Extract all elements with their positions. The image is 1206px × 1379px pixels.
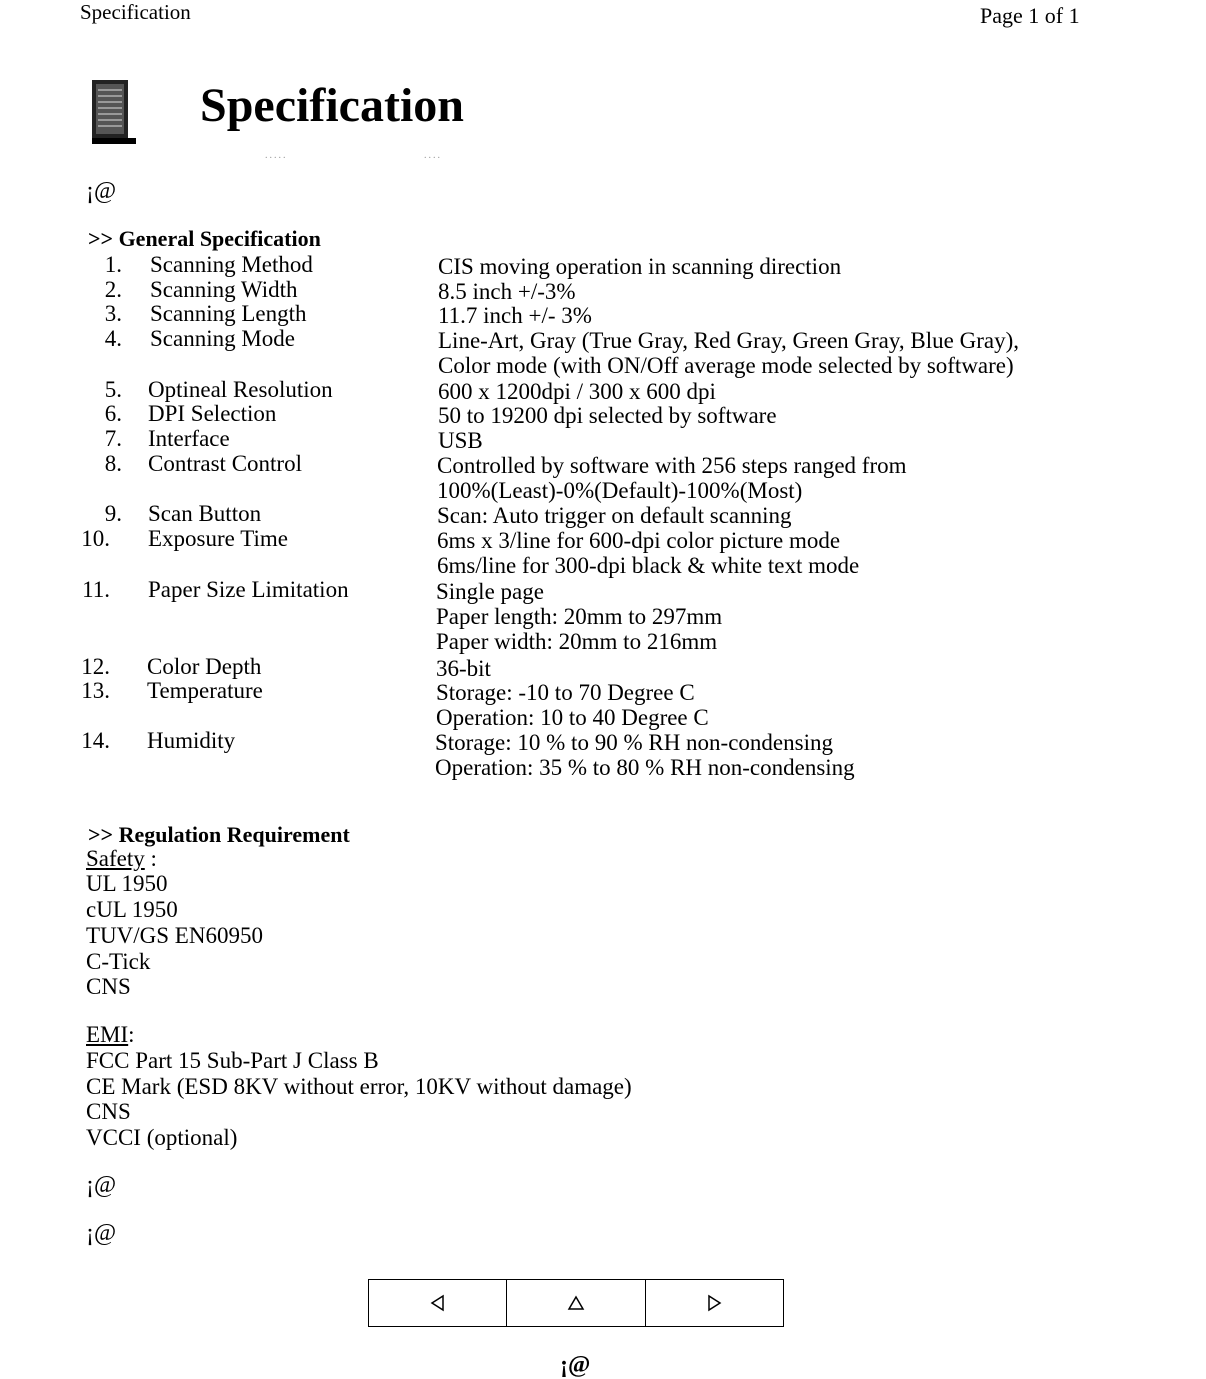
spec-value: 6ms/line for 300-dpi black & white text mode bbox=[437, 553, 860, 578]
placeholder-marker: ¡@ bbox=[560, 1352, 591, 1378]
general-spec-heading: >> General Specification bbox=[88, 226, 321, 251]
previous-page-button[interactable] bbox=[369, 1280, 506, 1326]
spec-label: Scanning Width bbox=[150, 277, 298, 302]
spec-label: Scanning Mode bbox=[150, 326, 296, 351]
emi-item: CE Mark (ESD 8KV without error, 10KV without damage) bbox=[86, 1074, 632, 1099]
spec-value: Scan: Auto trigger on default scanning bbox=[437, 503, 792, 528]
placeholder-marker: ¡@ bbox=[86, 1220, 117, 1246]
triangle-right-icon bbox=[705, 1294, 723, 1312]
spec-value: Color mode (with ON/Off average mode selected by software) bbox=[438, 353, 1014, 378]
spec-number: 9. bbox=[104, 501, 122, 526]
safety-colon: : bbox=[144, 846, 157, 871]
spec-value: Operation: 35 % to 80 % RH non-condensing bbox=[435, 755, 855, 780]
spec-value: Paper length: 20mm to 297mm bbox=[436, 604, 723, 629]
spec-number: 2. bbox=[104, 277, 122, 302]
safety-item: CNS bbox=[86, 974, 131, 999]
spec-label: Paper Size Limitation bbox=[148, 577, 349, 602]
header-left: Specification bbox=[80, 0, 191, 24]
document-icon bbox=[90, 78, 136, 148]
spec-number: 7. bbox=[104, 426, 122, 451]
spec-label: Humidity bbox=[147, 728, 236, 753]
spec-label: Exposure Time bbox=[148, 526, 288, 551]
spec-number: 5. bbox=[104, 377, 122, 402]
emi-label: EMI bbox=[86, 1022, 129, 1047]
next-page-button[interactable] bbox=[645, 1280, 783, 1326]
emi-item: FCC Part 15 Sub-Part J Class B bbox=[86, 1048, 379, 1073]
triangle-up-icon bbox=[567, 1294, 585, 1312]
emi-label-line bbox=[86, 1022, 135, 1048]
safety-item: cUL 1950 bbox=[86, 897, 178, 922]
spec-value: 6ms x 3/line for 600-dpi color picture mode bbox=[437, 528, 841, 553]
page-navigation bbox=[368, 1279, 784, 1327]
spec-value: Paper width: 20mm to 216mm bbox=[436, 629, 718, 654]
scan-dots: ..... bbox=[265, 150, 288, 161]
spec-number: 6. bbox=[104, 401, 122, 426]
spec-label: Color Depth bbox=[147, 654, 262, 679]
spec-value: 600 x 1200dpi / 300 x 600 dpi bbox=[438, 379, 716, 404]
spec-number: 12. bbox=[81, 654, 110, 679]
spec-value: Controlled by software with 256 steps ranged from bbox=[437, 453, 907, 478]
spec-value: USB bbox=[438, 428, 483, 453]
spec-number: 14. bbox=[81, 728, 110, 753]
spec-value: CIS moving operation in scanning direction bbox=[438, 254, 842, 279]
spec-label: Scanning Length bbox=[150, 301, 307, 326]
up-page-button[interactable] bbox=[506, 1280, 644, 1326]
spec-number: 11. bbox=[82, 577, 110, 602]
safety-label: Safety bbox=[86, 846, 145, 871]
spec-label: Temperature bbox=[147, 678, 263, 703]
placeholder-marker: ¡@ bbox=[86, 178, 117, 204]
spec-value: 11.7 inch +/- 3% bbox=[438, 303, 592, 328]
spec-number: 4. bbox=[104, 326, 122, 351]
spec-label: Interface bbox=[148, 426, 230, 451]
safety-item: TUV/GS EN60950 bbox=[86, 923, 263, 948]
spec-label: Optineal Resolution bbox=[148, 377, 333, 402]
spec-value: Storage: 10 % to 90 % RH non-condensing bbox=[435, 730, 833, 755]
spec-number: 13. bbox=[81, 678, 110, 703]
emi-item: CNS bbox=[86, 1099, 131, 1124]
spec-label: Scanning Method bbox=[150, 252, 313, 277]
spec-value: Single page bbox=[436, 579, 544, 604]
spec-label: DPI Selection bbox=[148, 401, 277, 426]
page-title: Specification bbox=[200, 79, 464, 132]
placeholder-marker: ¡@ bbox=[86, 1172, 117, 1198]
spec-number: 1. bbox=[104, 252, 122, 277]
spec-label: Contrast Control bbox=[148, 451, 302, 476]
spec-value: Operation: 10 to 40 Degree C bbox=[436, 705, 709, 730]
spec-value: Line-Art, Gray (True Gray, Red Gray, Green Gray, Blue Gray), bbox=[438, 328, 1019, 353]
spec-value: 36-bit bbox=[436, 656, 491, 681]
spec-value: 8.5 inch +/-3% bbox=[438, 279, 576, 304]
spec-number: 3. bbox=[104, 301, 122, 326]
scan-dots: .... bbox=[424, 150, 442, 161]
emi-item: VCCI (optional) bbox=[86, 1125, 238, 1150]
spec-number: 10. bbox=[81, 526, 110, 551]
emi-colon: : bbox=[128, 1022, 135, 1047]
triangle-left-icon bbox=[429, 1294, 447, 1312]
spec-value: 50 to 19200 dpi selected by software bbox=[438, 403, 777, 428]
spec-value: 100%(Least)-0%(Default)-100%(Most) bbox=[437, 478, 803, 503]
safety-item: C-Tick bbox=[86, 949, 151, 974]
header-page-number: Page 1 of 1 bbox=[980, 3, 1080, 28]
safety-label-line bbox=[86, 846, 157, 872]
regulation-heading: >> Regulation Requirement bbox=[88, 822, 350, 847]
spec-label: Scan Button bbox=[148, 501, 262, 526]
spec-number: 8. bbox=[104, 451, 122, 476]
spec-value: Storage: -10 to 70 Degree C bbox=[436, 680, 695, 705]
safety-item: UL 1950 bbox=[86, 871, 168, 896]
